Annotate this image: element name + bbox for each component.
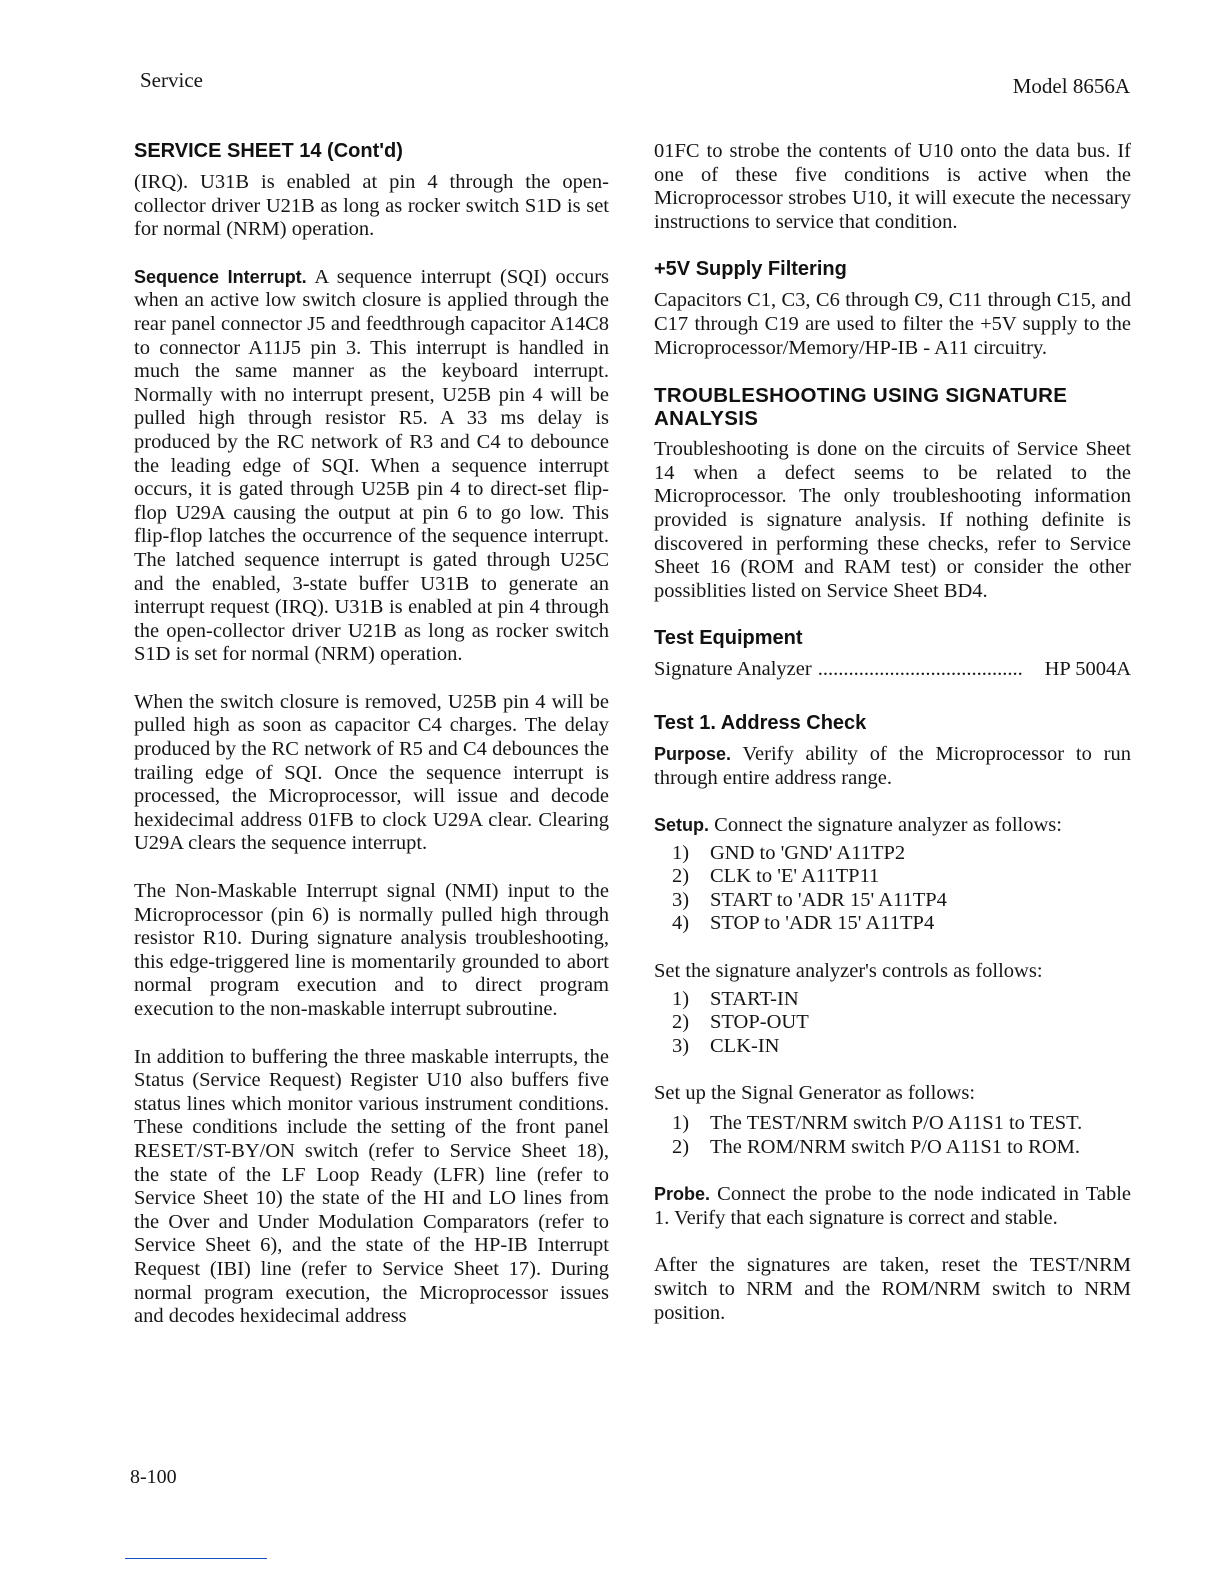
list-text: The ROM/NRM switch P/O A11S1 to ROM.	[710, 1135, 1080, 1158]
paragraph-text: A sequence interrupt (SQI) occurs when an active low switch closure is applied through the rear panel connector J5 and feedthrough capacitor A14C8 to connector A11J5 pin 3. This interrupt is handled in much the same manner as the keyboard interrupt. Normally with no interrupt present, U25B pin 4 will be pulled high through resistor R5. A 33 ms delay is produced by the RC network of R3 and C4 to debounce the leading edge of SQI. When a sequence interrupt occurs, it is gated through U25B pin 4 to direct-set flip-flop U29A causing the output at pin 6 to go low. This flip-flop latches the occurrence of the sequence interrupt. The latched sequence interrupt is gated through U25C and the enabled, 3-state buffer U31B to generate an interrupt request (IRQ). U31B is enabled at pin 4 through the open-collector driver U21B as long as rocker switch S1D is set for normal (NRM) operation.	[134, 265, 610, 666]
paragraph: Capacitors C1, C3, C6 through C9, C11 through C15, and C17 through C19 are used to filter the +5V supply to the Microprocessor/Memory/HP-IB - A11 circuitry.	[654, 289, 1131, 359]
list-number: 1)	[672, 1112, 690, 1135]
paragraph: After the signatures are taken, reset the TEST/NRM switch to NRM and the ROM/NRM switch to NRM position.	[654, 1254, 1131, 1324]
list-text: START to 'ADR 15' A11TP4	[710, 888, 947, 911]
footer-rule	[125, 1558, 267, 1559]
subsection-heading: +5V Supply Filtering	[654, 258, 847, 281]
paragraph: The Non-Maskable Interrupt signal (NMI) input to the Microprocessor (pin 6) is normally pulled high through resistor R10. During signature analysis troubleshooting, this edge-triggered line is momentarily grounded to abort normal program execution and to direct program execution to the non-maskable interrupt subroutine.	[134, 880, 609, 1020]
paragraph: Set the signature analyzer's controls as follows:	[654, 960, 1043, 983]
list-text: CLK-IN	[710, 1034, 780, 1057]
section-heading: SERVICE SHEET 14 (Cont'd)	[134, 140, 403, 162]
paragraph-text: Connect the probe to the node indicated in Table 1. Verify that each signature is correct and stable.	[654, 1183, 1132, 1229]
list-number: 3)	[672, 1034, 690, 1057]
run-in-heading: Setup.	[654, 815, 710, 836]
paragraph: 01FC to strobe the contents of U10 onto the data bus. If one of these five conditions is active when the Microprocessor strobes U10, it will execute the necessary instructions to service that condition.	[654, 140, 1131, 233]
list-number: 1)	[672, 841, 690, 864]
list-item	[654, 842, 1131, 866]
paragraph-probe	[654, 1183, 1131, 1230]
list-item	[654, 889, 1131, 913]
paragraph: Troubleshooting is done on the circuits of Service Sheet 14 when a defect seems to be related to the Microprocessor. The only troubleshooting information provided is signature analysis. If nothing definite is discovered in performing these checks, refer to Service Sheet 16 (ROM and RAM test) or consider the other possiblities listed on Service Sheet BD4.	[654, 438, 1131, 602]
section-heading: TROUBLESHOOTING USING SIGNATURE ANALYSIS	[654, 384, 1068, 431]
list-item	[654, 912, 1131, 936]
list-item	[654, 988, 1131, 1012]
list-text: STOP-OUT	[710, 1011, 809, 1034]
left-column	[134, 140, 609, 1353]
paragraph: Set up the Signal Generator as follows:	[654, 1082, 976, 1105]
run-in-heading: Purpose.	[654, 743, 732, 764]
paragraph-text: Verify ability of the Microprocessor to run through entire address range.	[654, 742, 1131, 789]
paragraph-text: Connect the signature analyzer as follows:	[714, 814, 1062, 837]
setup-list	[654, 842, 1131, 936]
list-number: 3)	[672, 888, 690, 911]
subsection-heading: Test Equipment	[654, 627, 803, 650]
paragraph: In addition to buffering the three maskable interrupts, the Status (Service Request) Register U10 also buffers five status lines which monitor various instrument conditions. These conditions include the setting of the front panel RESET/ST-BY/ON switch (refer to Service Sheet 18), the state of the LF Loop Ready (LFR) line (refer to Service Sheet 10) the state of the HI and LO lines from the Over and Under Modulation Comparators (refer to Service Sheet 6), and the state of the HP-IB Interrupt Request (IBI) line (refer to Service Sheet 17). During normal program execution, the Microprocessor issues and decodes hexidecimal address	[134, 1045, 609, 1328]
subsection-heading: Test 1. Address Check	[654, 711, 867, 734]
list-number: 2)	[672, 1011, 690, 1034]
page-number: 8-100	[130, 1466, 177, 1488]
list-item	[654, 1136, 1131, 1160]
running-header-model: Model 8656A	[1012, 74, 1130, 98]
list-text: GND to 'GND' A11TP2	[710, 841, 906, 864]
paragraph-sequence-interrupt	[134, 266, 609, 667]
list-text: CLK to 'E' A11TP11	[710, 865, 880, 888]
controls-list	[654, 988, 1131, 1059]
equipment-name: Signature Analyzer	[654, 658, 812, 681]
paragraph: (IRQ). U31B is enabled at pin 4 through the open-collector driver U21B as long as rocker switch S1D is set for normal (NRM) operation.	[134, 171, 609, 241]
list-item	[654, 1035, 1131, 1059]
paragraph-purpose	[654, 743, 1131, 790]
right-column	[654, 140, 1131, 1349]
list-text: The TEST/NRM switch P/O A11S1 to TEST.	[710, 1112, 1083, 1135]
equipment-row	[654, 658, 1131, 682]
list-item	[654, 1011, 1131, 1035]
run-in-heading: Sequence Interrupt.	[134, 266, 307, 287]
list-number: 1)	[672, 987, 690, 1010]
list-text: STOP to 'ADR 15' A11TP4	[710, 912, 935, 935]
list-number: 4)	[672, 912, 690, 935]
signal-generator-list	[654, 1112, 1131, 1159]
list-text: START-IN	[710, 987, 799, 1010]
dot-leader: ........................................	[817, 658, 1023, 681]
paragraph: When the switch closure is removed, U25B pin 4 will be pulled high as soon as capacitor C4 charges. The delay produced by the RC network of R5 and C4 debounces the trailing edge of SQI. Once the sequence interrupt is processed, the Microprocessor, will issue and decode hexidecimal address 01FB to clock U29A clear. Clearing U29A clears the sequence interrupt.	[134, 690, 609, 855]
running-header-section: Service	[140, 68, 203, 92]
list-item	[654, 865, 1131, 889]
list-number: 2)	[672, 865, 690, 888]
paragraph-setup	[654, 814, 1131, 838]
run-in-heading: Probe.	[654, 1184, 711, 1205]
equipment-model: HP 5004A	[1044, 658, 1131, 681]
list-number: 2)	[672, 1135, 690, 1158]
list-item	[654, 1112, 1131, 1136]
